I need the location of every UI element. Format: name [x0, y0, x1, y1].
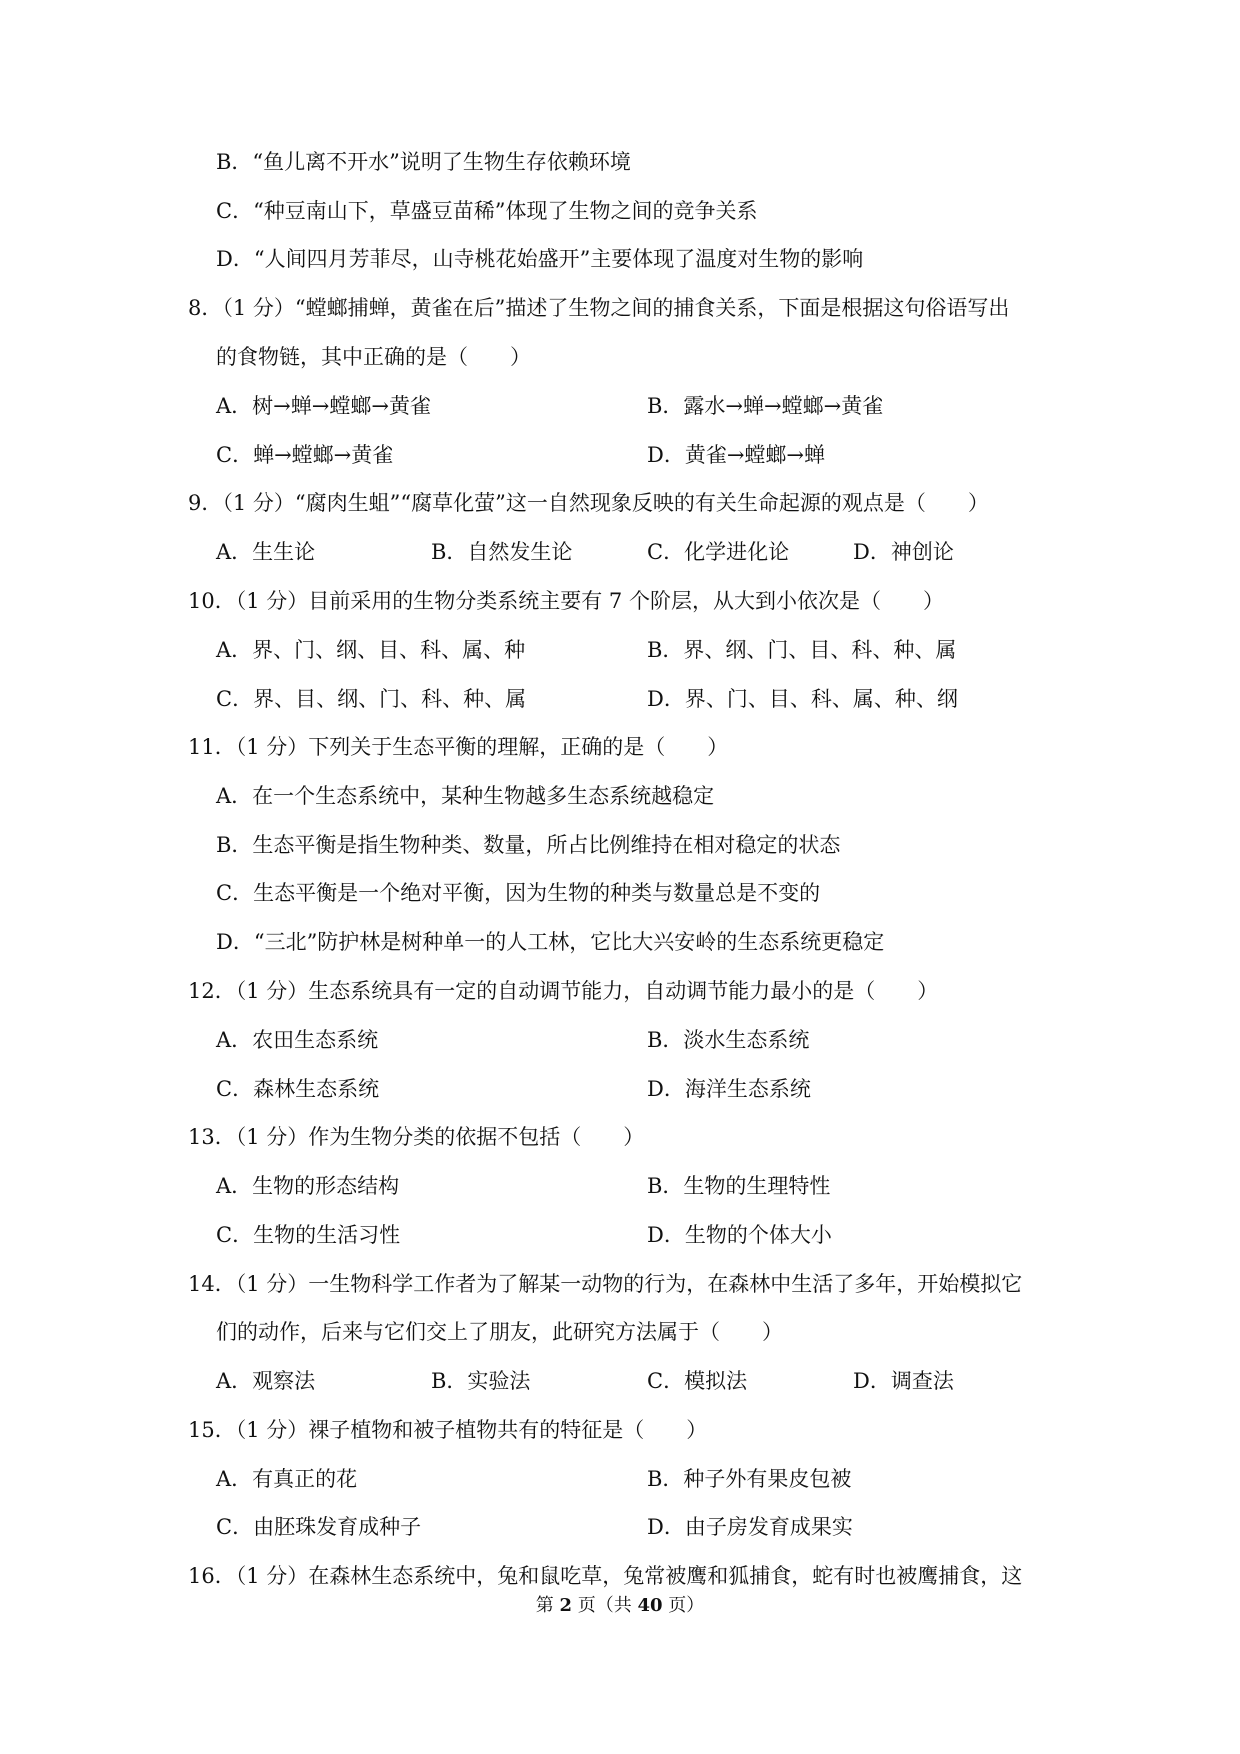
- question-line: C．森林生态系统: [216, 1077, 380, 1101]
- question-line: D．神创论: [853, 540, 954, 564]
- question-line: B．种子外有果皮包被: [647, 1467, 852, 1491]
- question-stem: 13．（1 分）作为生物分类的依据不包括（ ）: [188, 1125, 645, 1149]
- question-line: D．界、门、目、科、属、种、纲: [647, 687, 958, 711]
- question-stem: 11．（1 分）下列关于生态平衡的理解，正确的是（ ）: [188, 735, 729, 759]
- question-stem: 9．（1 分）“腐肉生蛆”“腐草化萤”这一自然现象反映的有关生命起源的观点是（ ）: [188, 491, 989, 515]
- question-line: D．由子房发育成果实: [647, 1515, 853, 1539]
- question-line: D．生物的个体大小: [647, 1223, 832, 1247]
- question-stem: 12．（1 分）生态系统具有一定的自动调节能力，自动调节能力最小的是（ ）: [188, 979, 939, 1003]
- question-line: B．淡水生态系统: [647, 1028, 810, 1052]
- question-line: A．生生论: [216, 540, 316, 564]
- question-line: C．化学进化论: [647, 540, 790, 564]
- question-line: A．生物的形态结构: [216, 1174, 400, 1198]
- question-line: A．农田生态系统: [216, 1028, 379, 1052]
- question-line: 的食物链，其中正确的是（ ）: [216, 345, 531, 369]
- question-line: A．在一个生态系统中，某种生物越多生态系统越稳定: [216, 784, 715, 808]
- question-line: C．界、目、纲、门、科、种、属: [216, 687, 527, 711]
- question-line: D．黄雀→螳螂→蝉: [647, 443, 826, 467]
- question-line: C．生物的生活习性: [216, 1223, 401, 1247]
- question-line: D．海洋生态系统: [647, 1077, 811, 1101]
- question-line: B．露水→蝉→螳螂→黄雀: [647, 394, 884, 418]
- question-line: C．“种豆南山下，草盛豆苗稀”体现了生物之间的竞争关系: [216, 199, 758, 223]
- footer-prefix: 第: [535, 1595, 560, 1616]
- question-line: A．观察法: [216, 1369, 316, 1393]
- question-stem: 15．（1 分）裸子植物和被子植物共有的特征是（ ）: [188, 1418, 708, 1442]
- footer-mid: 页（共: [572, 1595, 638, 1616]
- question-line: B．自然发生论: [431, 540, 573, 564]
- total-page-count: 40: [637, 1595, 663, 1616]
- footer-suffix: 页）: [662, 1595, 705, 1616]
- question-line: C．生态平衡是一个绝对平衡，因为生物的种类与数量总是不变的: [216, 881, 821, 905]
- question-line: B．生物的生理特性: [647, 1174, 831, 1198]
- question-line: 们的动作，后来与它们交上了朋友，此研究方法属于（ ）: [216, 1320, 783, 1344]
- question-stem: 10．（1 分）目前采用的生物分类系统主要有 7 个阶层，从大到小依次是（ ）: [188, 589, 944, 613]
- question-stem: 14．（1 分）一生物科学工作者为了解某一动物的行为，在森林中生活了多年，开始模拟它: [188, 1272, 1023, 1296]
- question-line: D．调查法: [853, 1369, 954, 1393]
- question-line: B．界、纲、门、目、科、种、属: [647, 638, 957, 662]
- question-line: C．模拟法: [647, 1369, 748, 1393]
- question-line: B．实验法: [431, 1369, 531, 1393]
- page-footer: [0, 1594, 1240, 1618]
- question-line: B．“鱼儿离不开水”说明了生物生存依赖环境: [216, 150, 631, 174]
- question-line: C．由胚珠发育成种子: [216, 1515, 422, 1539]
- question-line: A．有真正的花: [216, 1467, 358, 1491]
- question-line: D．“三北”防护林是树种单一的人工林，它比大兴安岭的生态系统更稳定: [216, 930, 885, 954]
- question-line: A．树→蝉→螳螂→黄雀: [216, 394, 431, 418]
- question-line: C．蝉→螳螂→黄雀: [216, 443, 394, 467]
- question-stem: 8．（1 分）“螳螂捕蝉，黄雀在后”描述了生物之间的捕食关系，下面是根据这句俗语写出: [188, 296, 1010, 320]
- question-line: A．界、门、纲、目、科、属、种: [216, 638, 526, 662]
- question-line: B．生态平衡是指生物种类、数量，所占比例维持在相对稳定的状态: [216, 833, 841, 857]
- question-line: D．“人间四月芳菲尽，山寺桃花始盛开”主要体现了温度对生物的影响: [216, 247, 864, 271]
- question-stem: 16．（1 分）在森林生态系统中，兔和鼠吃草，兔常被鹰和狐捕食，蛇有时也被鹰捕食，这: [188, 1564, 1023, 1588]
- current-page-number: 2: [559, 1595, 572, 1616]
